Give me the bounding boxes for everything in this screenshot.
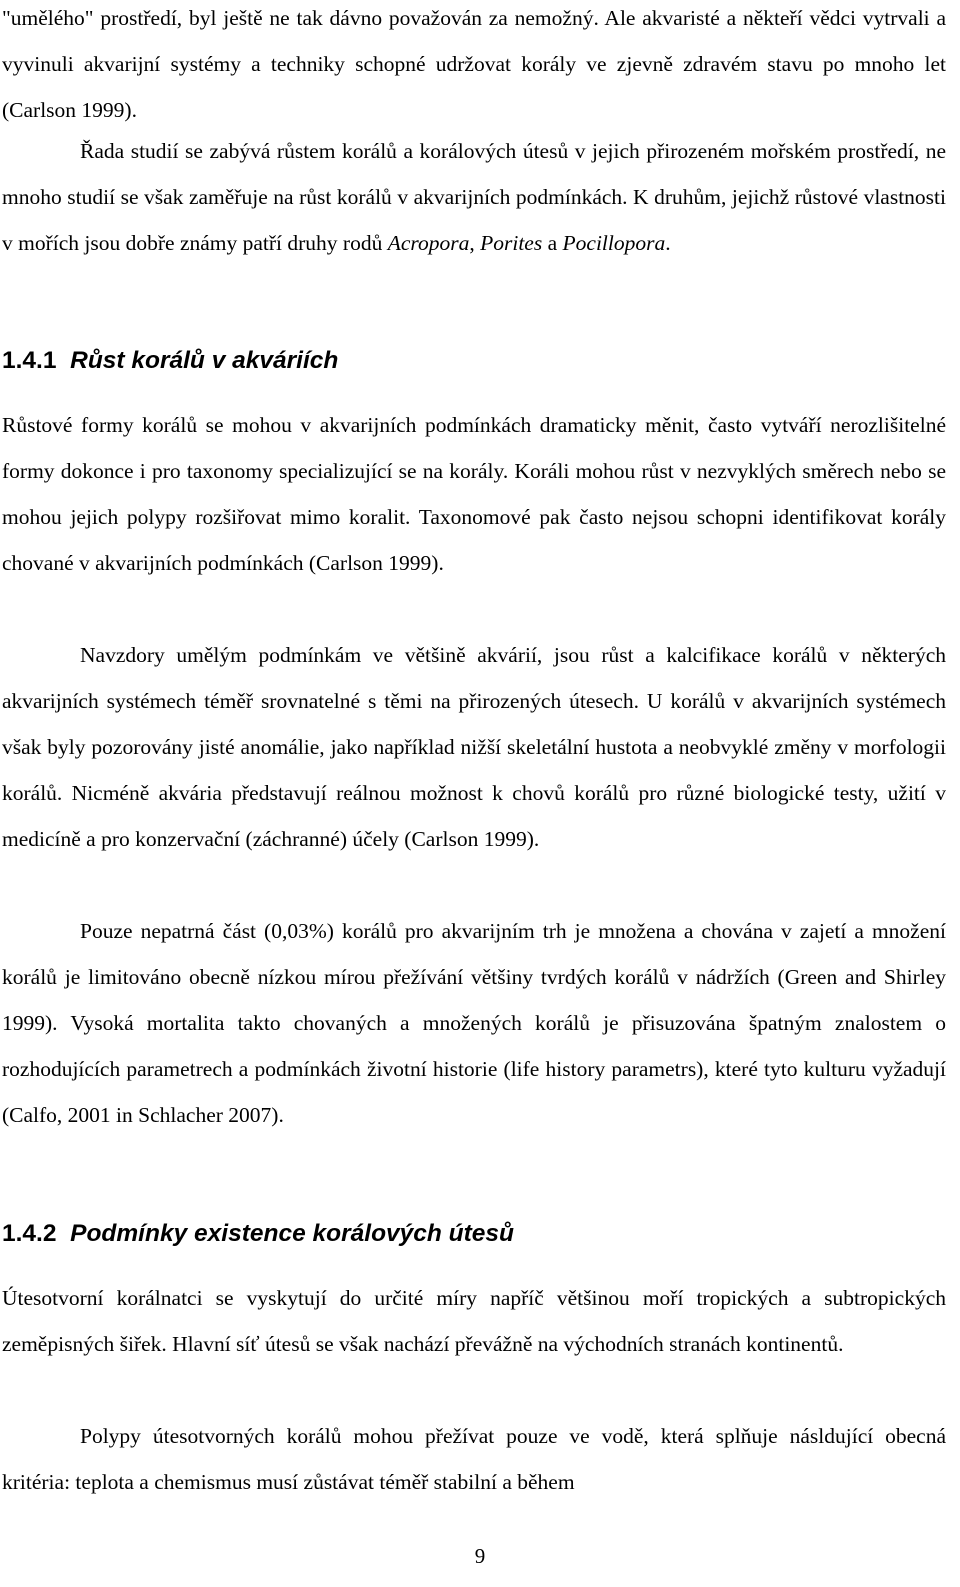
paragraph-text: Růstové formy korálů se mohou v akvarijních podmínkách dramaticky měnit, často vytváří nerozlišitelné formy dokonce i pro taxonomy specializující se na korály. Koráli mohou růst v nezvyklých směrech nebo se mohou jejich polypy rozšiřovat mimo koralit. Taxonomové pak často nejsou schopni identifikovat korály chované v akvarijních podmínkách (Carlson 1999).	[2, 413, 946, 575]
paragraph-text: Útesotvorní korálnatci se vyskytují do určité míry napříč většinou moří tropických a subtropických zeměpisných šiřek. Hlavní síť útesů se však nachází převážně na východních stranách kontinentů.	[2, 1286, 946, 1356]
paragraph-growth-calcification	[2, 632, 946, 862]
paragraph-studies	[2, 128, 946, 266]
paragraph-aquarium-trade	[2, 908, 946, 1138]
genus-acropora: Acropora	[387, 231, 470, 255]
section-heading-1-4-1	[2, 346, 338, 376]
section-title: Růst korálů v akváriích	[70, 347, 339, 374]
paragraph-text: "umělého" prostředí, byl ještě ne tak dávno považován za nemožný. Ale akvaristé a někteří vědci vytrvali a vyvinuli akvarijní systémy a techniky schopné udržovat korály ve zjevně zdravém stavu po mnoho let (Carlson 1999).	[2, 6, 946, 122]
paragraph-text: Polypy útesotvorných korálů mohou přežívat pouze ve vodě, která splňuje násldující obecná kritéria: teplota a chemismus musí zůstávat téměř stabilní a během	[2, 1424, 946, 1494]
separator: a	[542, 231, 563, 255]
paragraph-text: Pouze nepatrná část (0,03%) korálů pro akvarijním trh je množena a chována v zajetí a množení korálů je limitováno obecně nízkou mírou přežívání většiny tvrdých korálů v nádržích (Green and Shirley 1999). Vysoká mortalita takto chovaných a množených korálů je přisuzována špatným znalostem o rozhodujících parametrech a podmínkách životní historie (life history parametrs), které tyto kulturu vyžadují (Calfo, 2001 in Schlacher 2007).	[2, 919, 946, 1127]
paragraph-reef-distribution	[2, 1275, 946, 1367]
section-number: 1.4.1	[2, 347, 57, 374]
paragraph-growth-forms	[2, 402, 946, 586]
paragraph-reef-criteria	[2, 1413, 946, 1505]
genus-porites: Porites	[480, 231, 543, 255]
sentence-end: .	[665, 231, 671, 255]
genus-pocillopora: Pocillopora	[562, 231, 666, 255]
separator: ,	[469, 231, 481, 255]
section-heading-1-4-2	[2, 1219, 514, 1249]
section-number: 1.4.2	[2, 1220, 57, 1247]
paragraph-text: Navzdory umělým podmínkám ve většině akvárií, jsou růst a kalcifikace korálů v některých akvarijních systémech téměř srovnatelné s těmi na přirozených útesech. U korálů v akvarijních systémech však byly pozorovány jisté anomálie, jako například nižší skeletální hustota a neobvyklé změny v morfologii korálů. Nicméně akvária představují reálnou možnost k chovů korálů pro různé biologické testy, užití v medicíně a pro konzervační (záchranné) účely (Carlson 1999).	[2, 643, 946, 851]
section-title: Podmínky existence korálových útesů	[70, 1220, 515, 1247]
paragraph-text: Řada studií se zabývá růstem korálů a korálových útesů v jejich přirozeném mořském prostředí, ne mnoho studií se však zaměřuje na růst korálů v akvarijních podmínkách. K druhům, jejichž růstové vlastnosti v mořích jsou dobře známy patří druhy rodů	[2, 139, 946, 255]
paragraph-intro-continued	[2, 0, 946, 133]
page-number: 9	[474, 1544, 486, 1568]
